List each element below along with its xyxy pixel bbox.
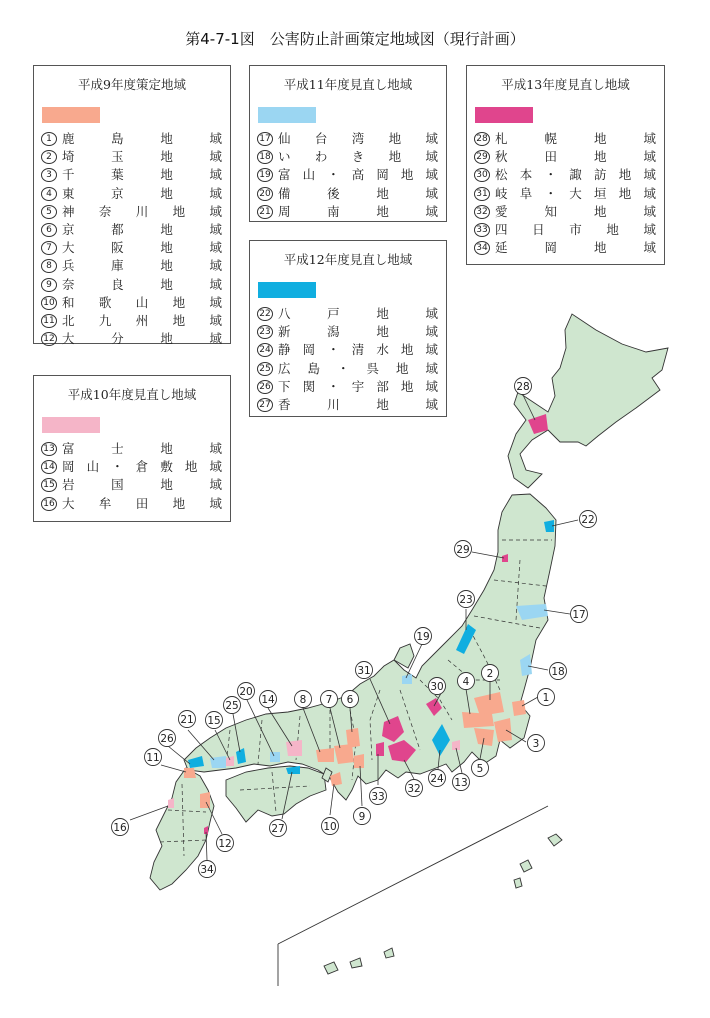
map-label-33 (370, 788, 387, 805)
map-label-text: 20 (239, 685, 253, 698)
map-label-9 (354, 808, 371, 825)
leader-10 (330, 784, 334, 815)
map-label-text: 26 (160, 732, 174, 745)
legend-item-number: 24 (257, 343, 273, 357)
hokkaido (508, 314, 668, 488)
legend-item-number: 13 (41, 442, 57, 456)
legend-item-name: 広島・呉地域 (278, 360, 438, 376)
legend-item-name: 埼玉地域 (62, 149, 222, 165)
leader-11 (161, 765, 186, 772)
map-label-13 (453, 774, 470, 791)
okinawa-island-1 (548, 834, 562, 846)
legend-item-name: 周南地域 (278, 203, 438, 219)
map-label-text: 29 (456, 543, 470, 556)
map-label-30 (429, 678, 446, 695)
legend-h12-title: 平成12年度見直し地域 (283, 252, 413, 267)
map-label-3 (528, 735, 545, 752)
legend-item-number: 12 (41, 332, 57, 346)
legend-h9-title: 平成9年度策定地域 (78, 77, 186, 92)
map-label-text: 7 (325, 693, 333, 706)
map-label-7 (321, 691, 338, 708)
leader-17 (544, 610, 570, 614)
map-label-11 (145, 749, 162, 766)
map-label-24 (429, 770, 446, 787)
map-label-26 (159, 730, 176, 747)
legend-item-number: 32 (474, 205, 490, 219)
map-label-6 (342, 691, 359, 708)
shikoku (226, 766, 326, 822)
map-label-text: 4 (462, 675, 470, 688)
legend-item-number: 1 (41, 132, 57, 146)
legend-item-name: 静岡・清水地域 (278, 342, 438, 358)
legend-item-number: 11 (41, 314, 57, 328)
map-label-text: 10 (323, 820, 337, 833)
map-label-10 (322, 818, 339, 835)
legend-item-number: 6 (41, 223, 57, 237)
legend-item-number: 15 (41, 478, 57, 492)
map-label-32 (406, 780, 423, 797)
map-label-text: 8 (299, 693, 307, 706)
map-label-text: 18 (551, 665, 565, 678)
map-label-27 (270, 820, 287, 837)
legend-item-number: 27 (257, 398, 273, 412)
okinawa-island-4 (324, 962, 338, 974)
leader-1 (522, 697, 538, 706)
legend-item-number: 17 (257, 132, 273, 146)
map-label-23 (458, 591, 475, 608)
legend-item-number: 7 (41, 241, 57, 255)
map-label-text: 30 (430, 680, 444, 693)
map-label-text: 21 (180, 713, 194, 726)
map-label-text: 11 (146, 751, 160, 764)
map-label-text: 24 (430, 772, 444, 785)
inset-line-diagonal (278, 806, 548, 944)
legend-item-name: 千葉地域 (62, 167, 222, 183)
legend-item-number: 21 (257, 205, 273, 219)
map-label-text: 19 (416, 630, 430, 643)
map-label-25 (224, 697, 241, 714)
okinawa-island-2 (520, 860, 532, 872)
map-label-4 (458, 673, 475, 690)
legend-item-name: 備後地域 (278, 185, 438, 201)
legend-item-name: 大阪地域 (62, 240, 222, 256)
leader-26 (168, 746, 190, 764)
legend-item-name: 北九州地域 (62, 312, 222, 328)
legend-item-name: 下関・宇部地域 (278, 378, 438, 394)
map-label-text: 34 (200, 863, 214, 876)
map-label-19 (415, 628, 432, 645)
map-label-22 (580, 511, 597, 528)
map-label-text: 9 (358, 810, 366, 823)
map-label-15 (206, 712, 223, 729)
map-label-text: 28 (516, 380, 530, 393)
region-12-oita (200, 792, 210, 808)
map-label-text: 3 (532, 737, 540, 750)
map-label-18 (550, 663, 567, 680)
map-label-text: 15 (207, 714, 221, 727)
map-label-text: 25 (225, 699, 239, 712)
legend-item-name: 岐阜・大垣地域 (495, 185, 656, 201)
map-label-text: 23 (459, 593, 473, 606)
map-label-20 (238, 683, 255, 700)
map-label-16 (112, 819, 129, 836)
legend-item-number: 9 (41, 278, 57, 292)
map-label-text: 14 (261, 693, 275, 706)
legend-item-name: 愛知地域 (495, 203, 656, 219)
legend-item-number: 10 (41, 296, 57, 310)
figure-title: 第4-7-1図 公害防止計画策定地域図（現行計画） (185, 30, 525, 48)
legend-item-name: 秋田地域 (495, 149, 656, 165)
map-label-text: 2 (486, 667, 494, 680)
legend-item-number: 4 (41, 187, 57, 201)
legend-item-name: 奈良地域 (62, 276, 222, 292)
landmasses (150, 314, 668, 974)
region-16-omuta (168, 798, 174, 808)
legend-item-name: 岩国地域 (62, 477, 222, 493)
legend-item-number: 14 (41, 460, 57, 474)
legend-item-number: 23 (257, 325, 273, 339)
legend-item-name: 兵庫地域 (62, 258, 222, 274)
legend-item-number: 30 (474, 168, 490, 182)
map-label-28 (515, 378, 532, 395)
map-label-text: 31 (357, 664, 371, 677)
legend-item-name: 新潟地域 (278, 324, 438, 340)
legend-item-number: 33 (474, 223, 490, 237)
okinawa-island-5 (350, 958, 362, 968)
legend-item-name: 延岡地域 (495, 240, 656, 256)
legend-item-name: 鹿島地域 (62, 131, 222, 147)
legend-item-name: 札幌地域 (495, 131, 656, 147)
map-label-text: 27 (271, 822, 285, 835)
region-9-nara (354, 754, 364, 768)
map-label-text: 33 (371, 790, 385, 803)
legend-item-number: 3 (41, 168, 57, 182)
legend-item-name: 大分地域 (62, 331, 222, 347)
region-20-bingo (270, 752, 280, 762)
map-label-text: 16 (113, 821, 127, 834)
legend-h13-title: 平成13年度見直し地域 (501, 77, 630, 92)
legend-item-name: 大牟田地域 (62, 495, 222, 511)
region-1-kashima (512, 700, 526, 716)
legend-item-number: 28 (474, 132, 490, 146)
legend-item-name: 富山・高岡地域 (278, 167, 438, 183)
legend-item-number: 2 (41, 150, 57, 164)
map-label-21 (179, 711, 196, 728)
legend-item-name: 京都地域 (62, 222, 222, 238)
legend-item-name: 岡山・倉敷地域 (62, 459, 222, 475)
region-11-kitakyushu (184, 768, 196, 778)
okinawa-island-6 (384, 948, 394, 958)
region-33-yokkaichi (376, 742, 384, 756)
legend-item-number: 5 (41, 205, 57, 219)
legend-item-name: 神奈川地域 (62, 203, 222, 219)
map-label-34 (199, 861, 216, 878)
map-label-8 (295, 691, 312, 708)
legend-item-name: 仙台湾地域 (278, 131, 438, 147)
legend-item-name: 東京地域 (62, 185, 222, 201)
legend-item-number: 22 (257, 307, 273, 321)
legend-item-name: 松本・諏訪地域 (495, 167, 656, 183)
map-label-31 (356, 662, 373, 679)
map-label-29 (455, 541, 472, 558)
map-label-5 (472, 760, 489, 777)
map-label-text: 6 (346, 693, 354, 706)
region-14-okayama-kurashiki (286, 740, 302, 756)
okinawa-island-3 (514, 878, 522, 888)
map-label-text: 12 (218, 837, 232, 850)
legend-item-number: 8 (41, 259, 57, 273)
legend-item-name: いわき地域 (278, 149, 438, 165)
map-label-text: 22 (581, 513, 595, 526)
map-label-text: 17 (572, 608, 586, 621)
map-label-12 (217, 835, 234, 852)
legend-item-number: 25 (257, 362, 273, 376)
legend-item-number: 31 (474, 187, 490, 201)
legend-item-name: 四日市地域 (495, 222, 656, 238)
map-label-text: 13 (454, 776, 468, 789)
legend-item-number: 20 (257, 187, 273, 201)
legend-item-name: 和歌山地域 (62, 294, 222, 310)
region-8-hyogo (316, 748, 334, 762)
legend-item-number: 34 (474, 241, 490, 255)
legend-item-name: 八戸地域 (278, 306, 438, 322)
map-label-17 (571, 606, 588, 623)
legend-item-number: 19 (257, 168, 273, 182)
map-label-2 (482, 665, 499, 682)
legend-item-number: 26 (257, 380, 273, 394)
map-label-text: 1 (542, 691, 550, 704)
map-label-14 (260, 691, 277, 708)
map-label-text: 32 (407, 782, 421, 795)
legend-item-number: 16 (41, 497, 57, 511)
map-label-1 (538, 689, 555, 706)
legend-item-number: 29 (474, 150, 490, 164)
legend-item-number: 18 (257, 150, 273, 164)
legend-item-name: 香川地域 (278, 397, 438, 413)
legend-h11-title: 平成11年度見直し地域 (283, 77, 413, 92)
map-label-text: 5 (476, 762, 484, 775)
legend-item-name: 富士地域 (62, 441, 222, 457)
legend-h10-title: 平成10年度見直し地域 (67, 387, 197, 402)
region-4-tokyo (462, 712, 494, 728)
okinawa-inset-frame (278, 806, 548, 986)
